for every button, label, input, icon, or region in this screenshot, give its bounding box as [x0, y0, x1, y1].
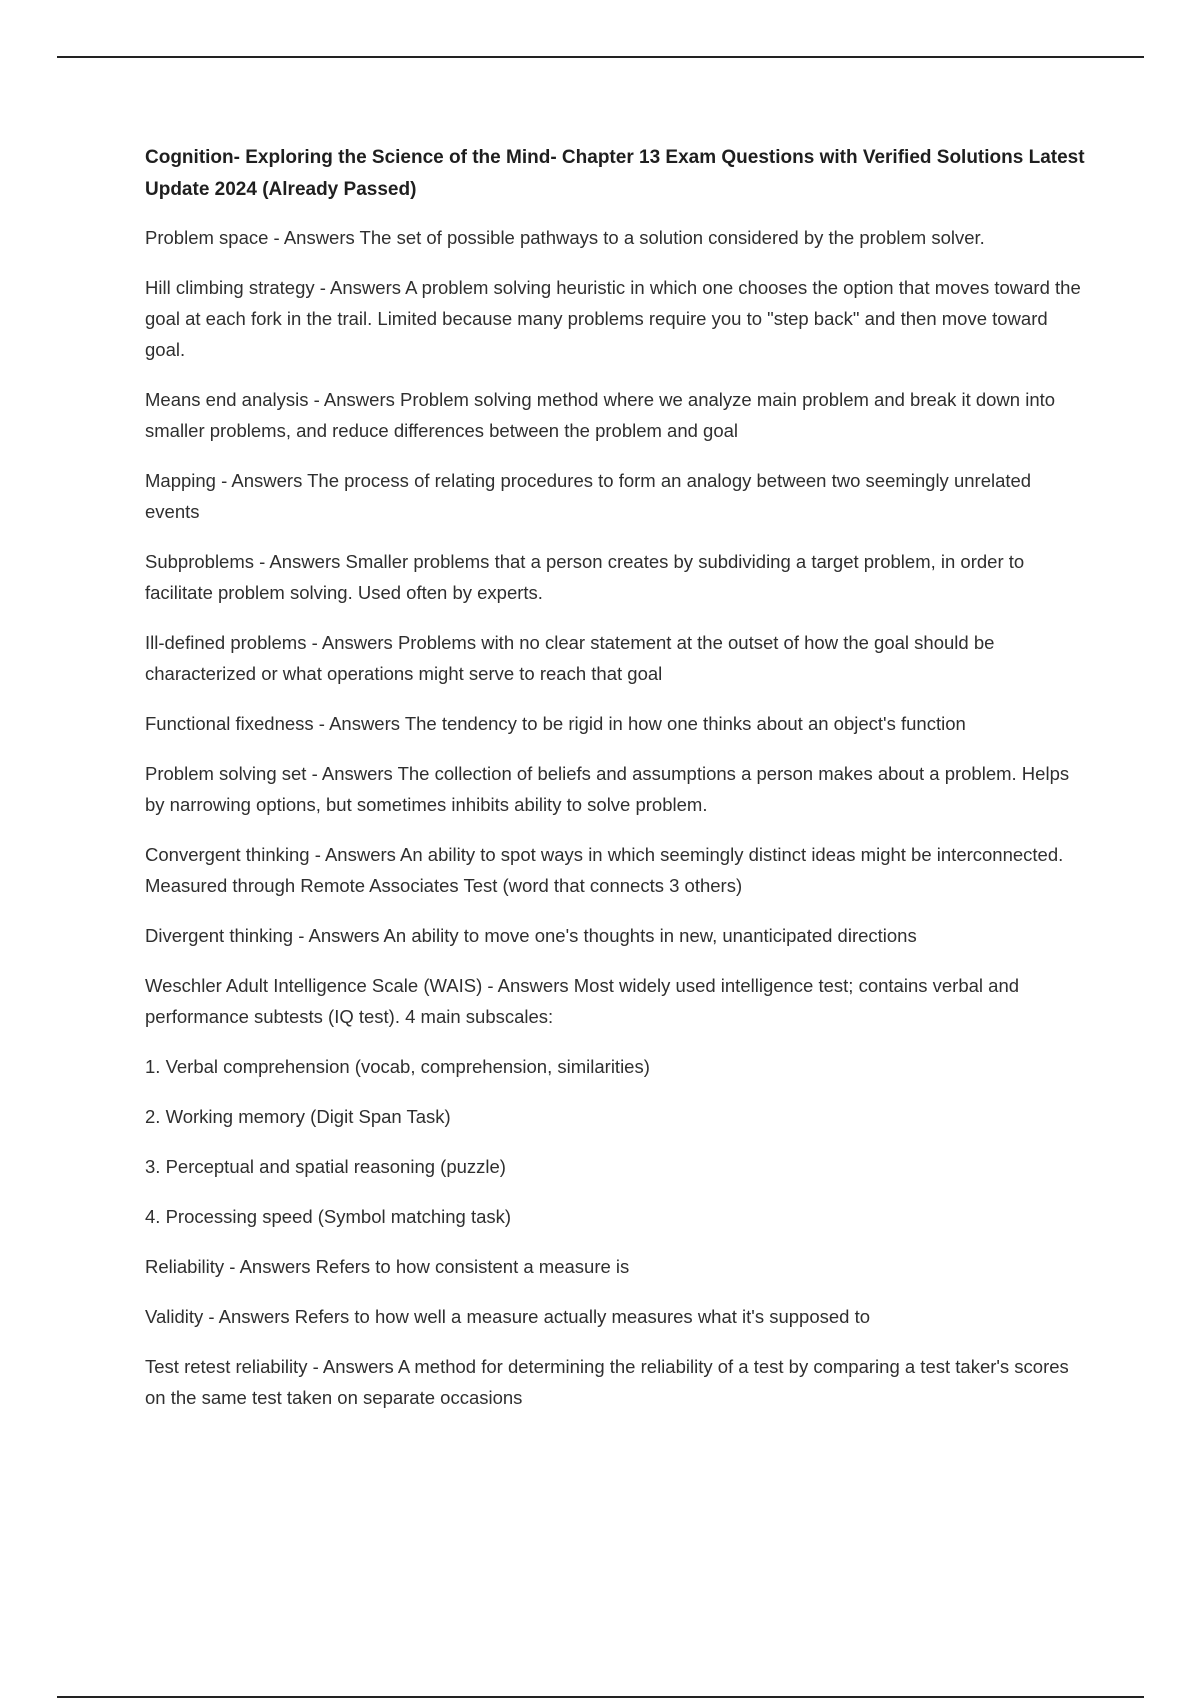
paragraph: Problem solving set - Answers The collection of beliefs and assumptions a person makes about a problem. Helps by narrowing options, but sometimes inhibits ability to solve problem. [145, 763, 1070, 815]
paragraph: Test retest reliability - Answers A method for determining the reliability of a test by comparing a test taker's scores on the same test taken on separate occasions [145, 1356, 1069, 1408]
paragraph: Weschler Adult Intelligence Scale (WAIS) - Answers Most widely used intelligence test; contains verbal and performance subtests (IQ test). 4 main subscales: [145, 975, 1020, 1027]
list-item: 3. Perceptual and spatial reasoning (puzzle) [145, 1156, 506, 1177]
list-item: 1. Verbal comprehension (vocab, comprehension, similarities) [145, 1056, 650, 1077]
paragraph: Functional fixedness - Answers The tendency to be rigid in how one thinks about an object's function [145, 713, 966, 734]
document-body [145, 142, 1085, 1432]
paragraph: Problem space - Answers The set of possible pathways to a solution considered by the problem solver. [145, 227, 985, 248]
paragraph: Reliability - Answers Refers to how consistent a measure is [145, 1256, 630, 1277]
list-item: 4. Processing speed (Symbol matching task) [145, 1206, 512, 1227]
paragraph: Hill climbing strategy - Answers A problem solving heuristic in which one chooses the option that moves toward the goal at each fork in the trail. Limited because many problems require you to "step back" and then move toward goal. [145, 277, 1081, 360]
paragraph: Validity - Answers Refers to how well a measure actually measures what it's supposed to [145, 1306, 871, 1327]
bottom-rule [57, 1696, 1144, 1698]
paragraph: Mapping - Answers The process of relating procedures to form an analogy between two seemingly unrelated events [145, 470, 1032, 522]
top-rule [57, 56, 1144, 58]
paragraph: Divergent thinking - Answers An ability to move one's thoughts in new, unanticipated directions [145, 925, 917, 946]
list-item: 2. Working memory (Digit Span Task) [145, 1106, 451, 1127]
paragraph: Convergent thinking - Answers An ability to spot ways in which seemingly distinct ideas might be interconnected. Measured through Remote Associates Test (word that connects 3 others) [145, 844, 1064, 896]
paragraph: Means end analysis - Answers Problem solving method where we analyze main problem and break it down into smaller problems, and reduce differences between the problem and goal [145, 389, 1056, 441]
paragraph: Ill-defined problems - Answers Problems with no clear statement at the outset of how the goal should be characterized or what operations might serve to reach that goal [145, 632, 995, 684]
document-title: Cognition- Exploring the Science of the Mind- Chapter 13 Exam Questions with Verified Solutions Latest Update 2024 (Already Passed) [145, 147, 1085, 200]
paragraph: Subproblems - Answers Smaller problems that a person creates by subdividing a target problem, in order to facilitate problem solving. Used often by experts. [145, 551, 1025, 603]
